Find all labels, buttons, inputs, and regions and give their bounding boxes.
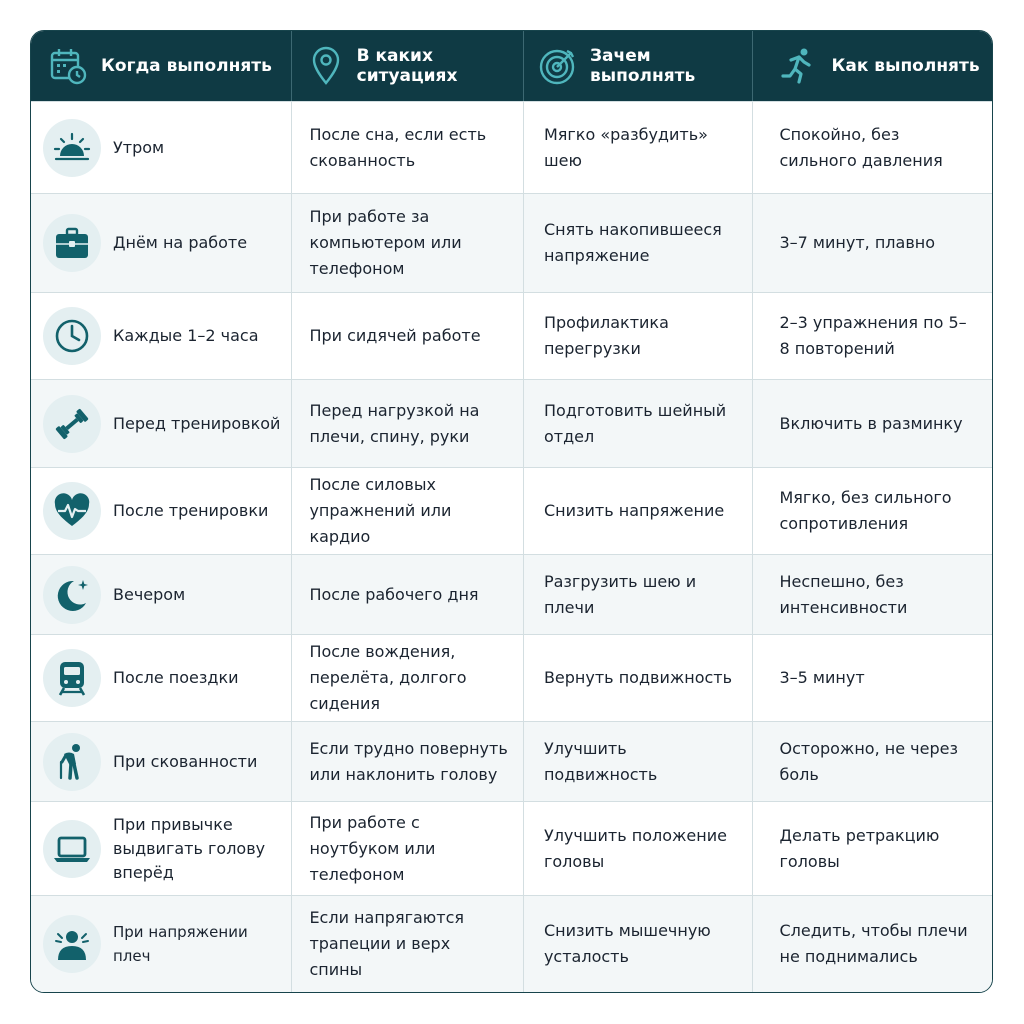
why-cell: Профилактика перегрузки: [524, 293, 754, 379]
header-how-label: Как выполнять: [831, 56, 980, 76]
how-cell: Следить, чтобы плечи не поднимались: [779, 921, 968, 966]
situation-cell: После вождения, перелёта, долгого сидения: [292, 635, 524, 721]
situation-cell: При работе за компьютером или телефоном: [292, 194, 524, 292]
situation-cell: При сидячей работе: [292, 293, 524, 379]
how-cell: Спокойно, без сильного давления: [779, 124, 943, 170]
tense-person-icon: [43, 915, 101, 973]
how-cell: Осторожно, не через боль: [779, 738, 958, 784]
how-cell: 2–3 упражнения по 5– 8 повторений: [779, 313, 967, 358]
header-why: [524, 31, 754, 101]
header-when-label: Когда выполнять: [101, 56, 272, 76]
situation-cell: После сна, если есть скованность: [292, 102, 524, 193]
table-row: [31, 101, 992, 193]
when-label: Вечером: [113, 584, 186, 604]
dumbbell-icon: [43, 395, 101, 453]
header-situations-label: В каких ситуациях: [356, 46, 458, 86]
how-cell: Включить в разминку: [779, 413, 963, 433]
how-cell: Мягко, без сильного сопротивления: [779, 488, 952, 533]
how-cell: Делать ретракцию головы: [779, 825, 940, 871]
situation-cell: После силовых упражнений или кардио: [292, 468, 524, 554]
how-cell: 3–5 минут: [779, 668, 865, 687]
when-label: При привычке выдвигать голову вперёд: [113, 814, 266, 882]
why-cell: Улучшить положение головы: [524, 802, 754, 895]
location-pin-icon: [306, 45, 344, 87]
sunrise-icon: [43, 119, 101, 177]
heart-pulse-icon: [43, 482, 101, 540]
table-row: [31, 292, 992, 379]
table-header: [31, 31, 992, 101]
when-label: Перед тренировкой: [113, 413, 281, 433]
header-when: [31, 31, 292, 101]
when-label: Днём на работе: [113, 233, 248, 252]
when-label: Утром: [113, 137, 165, 157]
table-row: [31, 634, 992, 721]
table-row: [31, 895, 992, 992]
why-cell: Подготовить шейный отдел: [524, 380, 754, 467]
clock-icon: [43, 307, 101, 365]
header-how: [753, 31, 992, 101]
when-label: При напряжении плеч: [113, 923, 248, 965]
how-cell: Неспешно, без интенсивности: [779, 571, 908, 617]
table-row: [31, 193, 992, 292]
why-cell: Улучшить подвижность: [524, 722, 754, 801]
calendar-clock-icon: [47, 45, 89, 87]
exercise-schedule-table: [30, 30, 993, 993]
train-icon: [43, 649, 101, 707]
why-cell: Разгрузить шею и плечи: [524, 555, 754, 634]
header-why-label: Зачем выполнять: [589, 46, 696, 86]
when-label: После тренировки: [113, 501, 269, 520]
why-cell: Вернуть подвижность: [524, 635, 754, 721]
briefcase-icon: [43, 214, 101, 272]
situation-cell: При работе с ноутбуком или телефоном: [292, 802, 524, 895]
table-row: [31, 379, 992, 467]
why-cell: Мягко «разбудить» шею: [524, 102, 754, 193]
how-cell: 3–7 минут, плавно: [779, 233, 935, 252]
moon-star-icon: [43, 566, 101, 624]
table-row: [31, 467, 992, 554]
when-label: После поездки: [113, 668, 239, 687]
when-label: Каждые 1–2 часа: [113, 326, 259, 345]
situation-cell: Если напрягаются трапеции и верх спины: [292, 896, 524, 992]
stooped-person-icon: [43, 733, 101, 791]
why-cell: Снизить мышечную усталость: [524, 896, 754, 992]
table-row: [31, 721, 992, 801]
header-situations: [292, 31, 524, 101]
table-row: [31, 801, 992, 895]
situation-cell: Если трудно повернуть или наклонить голову: [292, 722, 524, 801]
table-row: [31, 554, 992, 634]
situation-cell: После рабочего дня: [292, 555, 524, 634]
target-icon: [538, 45, 578, 87]
why-cell: Снять накопившееся напряжение: [524, 194, 754, 292]
situation-cell: Перед нагрузкой на плечи, спину, руки: [292, 380, 524, 467]
why-cell: Снизить напряжение: [524, 468, 754, 554]
when-label: При скованности: [113, 751, 258, 771]
running-person-icon: [777, 45, 819, 87]
laptop-icon: [43, 820, 101, 878]
